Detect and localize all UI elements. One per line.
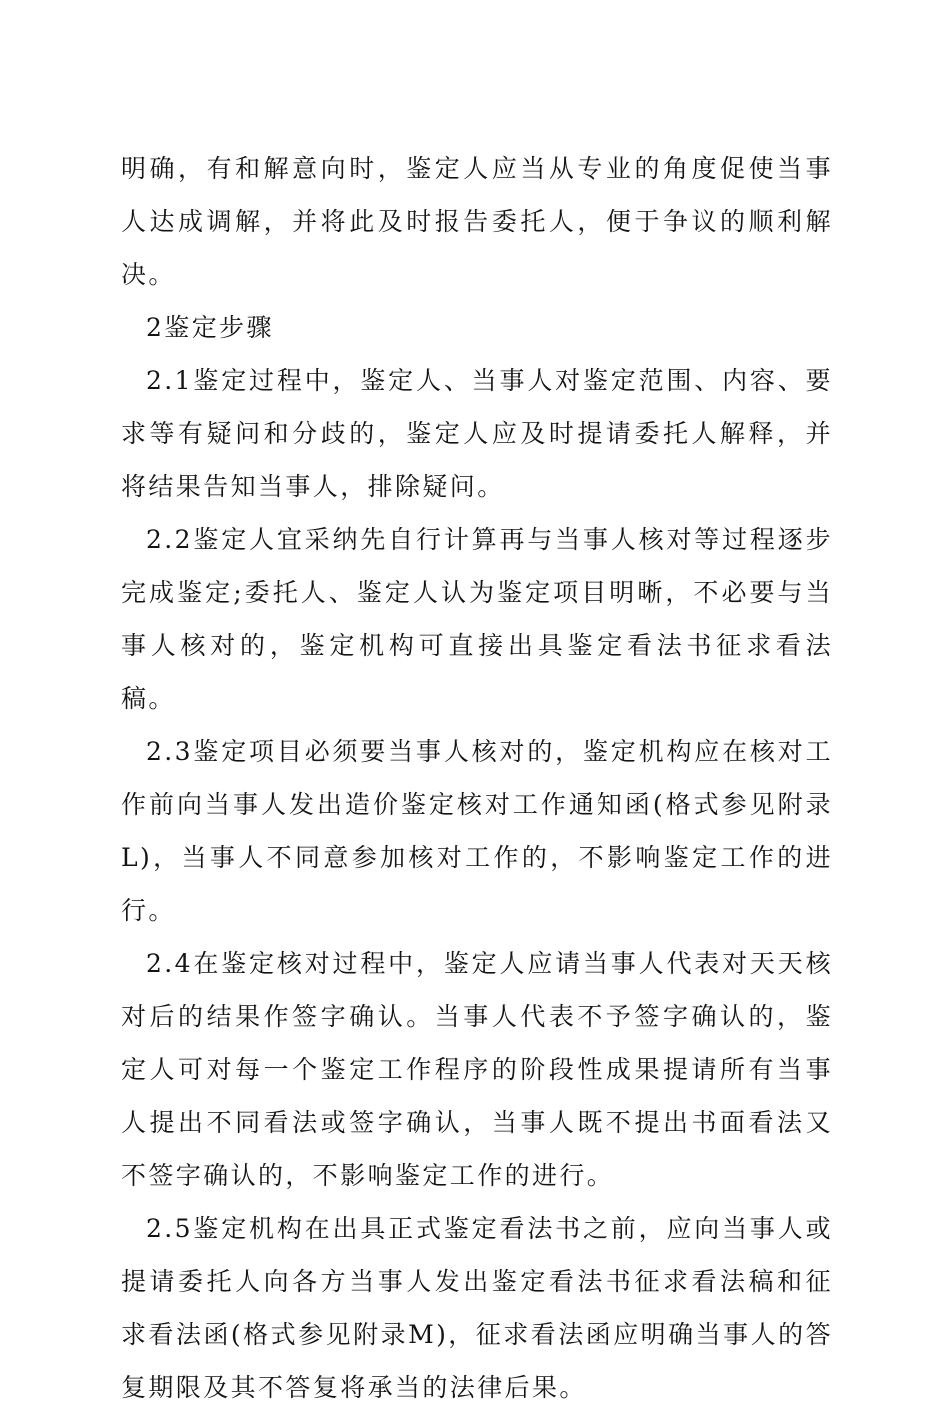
paragraph-2-1: 2.1鉴定过程中，鉴定人、当事人对鉴定范围、内容、要求等有疑问和分歧的，鉴定人应及时提请委托人解释，并将结果告知当事人，排除疑问。	[121, 366, 833, 501]
paragraph-2-4: 2.4在鉴定核对过程中，鉴定人应请当事人代表对天天核对后的结果作签字确认。当事人代表不予签字确认的，鉴定人可对每一个鉴定工作程序的阶段性成果提请所有当事人提出不同看法或签字确认，当事人既不提出书面看法又不签字确认的，不影响鉴定工作的进行。	[121, 949, 833, 1190]
paragraph-2-3: 2.3鉴定项目必须要当事人核对的，鉴定机构应在核对工作前向当事人发出造价鉴定核对工作通知函(格式参见附录L)，当事人不同意参加核对工作的，不影响鉴定工作的进行。	[121, 737, 833, 925]
paragraph-2-2: 2.2鉴定人宜采纳先自行计算再与当事人核对等过程逐步完成鉴定;委托人、鉴定人认为鉴定项目明晰，不必要与当事人核对的，鉴定机构可直接出具鉴定看法书征求看法稿。	[121, 525, 833, 713]
document-body	[121, 142, 833, 1414]
paragraph-2-5: 2.5鉴定机构在出具正式鉴定看法书之前，应向当事人或提请委托人向各方当事人发出鉴定看法书征求看法稿和征求看法函(格式参见附录M)，征求看法函应明确当事人的答复期限及其不答复将承当的法律后果。	[121, 1214, 833, 1402]
section-heading-2: 2鉴定步骤	[146, 313, 274, 342]
paragraph-continuation: 明确，有和解意向时，鉴定人应当从专业的角度促使当事人达成调解，并将此及时报告委托人，便于争议的顺利解决。	[121, 154, 833, 289]
